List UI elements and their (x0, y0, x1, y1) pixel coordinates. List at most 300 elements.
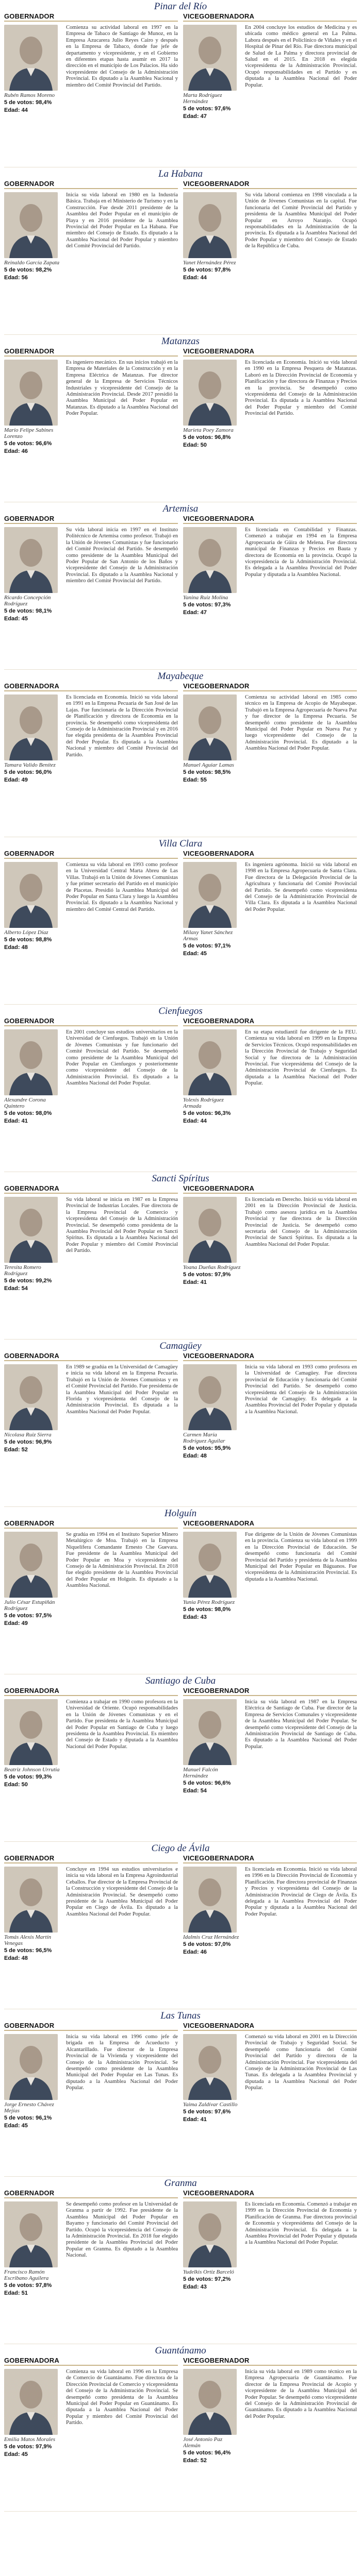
vicegovernor-name: Yoana Dueñas Rodríguez (183, 1264, 241, 1270)
vicegovernor-bio: Es licenciada en Economía. Inició su vida laboral en 1990 en la Empresa Pesquera de Matanzas. Laboró en la Dirección Provincial de Economía y Planificación y fue directora de Finanzas y Precios en la provincia. Se desempeñó como vicepresidenta del Consejo de la Administración Provincial. Es diputada a la Asamblea Nacional del Poder Popular y miembro del Comité Provincial del Partido. (245, 360, 357, 417)
vicegovernor-bio: Es licenciada en Economía. Comenzó a trabajar en 1999 en la Dirección Provincial de Economía y Planificación de Granma. Fue directora provincial de Economía y vicepresidenta del Consejo de la Administración Provincial. Es delegada a la Asamblea Provincial del Poder Popular y diputada a la Asamblea Nacional del Poder Popular. (245, 2201, 357, 2246)
vicegovernor-photo (183, 1867, 237, 1933)
province-body (4, 1519, 357, 1673)
vicegovernor-age: Edad: 52 (183, 2458, 207, 2464)
vicegovernor-vote-percent: 5 de votos: 96,8% (183, 434, 231, 440)
governor-age: Edad: 48 (4, 944, 28, 951)
governor-content (4, 25, 178, 166)
governor-content (4, 2369, 178, 2511)
vicegovernor-content (183, 1532, 357, 1673)
governor-bio: Inicia su vida laboral en 1996 como jefe de brigada en la Empresa de Acueducto y Alcantarillado. Fue director de la Empresa Provincial de la Vivienda y vicepresidente del Consejo de la Administración Provincial. Se desempeñó como presidente de la Asamblea Municipal del Poder Popular en Las Tunas. Es diputado a la Asamblea Nacional del Poder Popular. (66, 2034, 178, 2091)
governor-role-label: GOBERNADOR (4, 1519, 178, 1529)
governor-content (4, 1029, 178, 1171)
vicegovernor-column (183, 515, 357, 669)
province-body (4, 1017, 357, 1171)
vicegovernor-role-label: VICEGOBERNADORA (183, 2022, 357, 2031)
vicegovernor-name: Manuel Aguiar Lamas (183, 762, 234, 768)
vicegovernor-age: Edad: 44 (183, 1118, 207, 1124)
governor-column (4, 2357, 178, 2511)
vicegovernor-bio: Inicia su vida laboral en 1987 en la Empresa Eléctrica de Santiago de Cuba. Fue director de la Empresa de Servicios Comunales y vicepresidente de la Asamblea Municipal del Poder Popular. Se desempeñó como vicepresidente del Consejo de la Administración Provincial de Santiago de Cuba. Es diputado a la Asamblea Nacional del Poder Popular. (245, 1699, 357, 1750)
vicegovernor-photo (183, 1029, 237, 1095)
province-body (4, 1687, 357, 1841)
governor-vote-percent: 5 de votos: 98,4% (4, 99, 52, 106)
governor-age: Edad: 46 (4, 448, 28, 454)
province-body (4, 850, 357, 1004)
province-section (4, 502, 357, 670)
portrait-silhouette-icon (183, 862, 237, 928)
governor-role-label: GOBERNADOR (4, 1017, 178, 1026)
governor-vote-percent: 5 de votos: 96,5% (4, 1947, 52, 1954)
vicegovernor-vote-percent: 5 de votos: 96,4% (183, 2450, 231, 2456)
governor-column (4, 2022, 178, 2176)
governor-photo (4, 2369, 58, 2435)
vicegovernor-photo (183, 2201, 237, 2267)
portrait-silhouette-icon (183, 1364, 237, 1430)
vicegovernor-photo (183, 2034, 237, 2100)
governor-role-label: GOBERNADORA (4, 2357, 178, 2366)
vicegovernor-photo (183, 1699, 237, 1765)
vicegovernor-bio: En su etapa estudiantil fue dirigente de la FEU. Comienza su vida laboral en 1999 en la Empresa de Servicios Técnicos. Ocupó responsabilidades en la Dirección Provincial de Trabajo y Seguridad Social y fue directora de la Administración Provincial. Fue vicepresidenta del Consejo de la Administración Provincial de Cienfuegos. Es diputada a la Asamblea Nacional del Poder Popular. (245, 1029, 357, 1087)
vicegovernor-content (183, 1197, 357, 1338)
province-section (4, 1674, 357, 1842)
portrait-silhouette-icon (183, 192, 237, 258)
vicegovernor-profile (183, 1197, 241, 1338)
vicegovernor-content (183, 2201, 357, 2343)
governor-photo (4, 360, 58, 426)
vicegovernor-content (183, 862, 357, 1004)
governor-profile (4, 1197, 62, 1338)
governor-age: Edad: 56 (4, 275, 28, 281)
governor-name: Alberto López Díaz (4, 929, 48, 936)
vicegovernor-bio: Es licenciada en Economía. Inició su vida laboral en 1996 en la Dirección Provincial de Economía y Planificación. Fue directora provincial de Finanzas y Precios y vicepresidenta del Consejo de la Administración Provincial de Ciego de Ávila. Es delegada a la Asamblea Provincial del Poder Popular y diputada a la Asamblea Nacional del Poder Popular. (245, 1867, 357, 1917)
vicegovernor-content (183, 1699, 357, 1841)
vicegovernor-profile (183, 192, 241, 334)
governor-content (4, 1867, 178, 2008)
governor-vote-percent: 5 de votos: 96,6% (4, 440, 52, 447)
portrait-silhouette-icon (4, 2201, 58, 2267)
province-body (4, 1352, 357, 1506)
vicegovernor-content (183, 527, 357, 669)
vicegovernor-name: Carmen María Rodríguez Aguilar (183, 1432, 225, 1444)
portrait-silhouette-icon (4, 360, 58, 426)
province-body (4, 2022, 357, 2176)
governor-vote-percent: 5 de votos: 97,8% (4, 2282, 52, 2289)
vicegovernor-content (183, 25, 357, 166)
vicegovernor-photo (183, 360, 237, 426)
governor-name: Alexandre Corona Quintero (4, 1097, 46, 1109)
governor-age: Edad: 49 (4, 777, 28, 783)
province-section (4, 0, 357, 167)
governor-role-label: GOBERNADOR (4, 180, 178, 189)
province-section (4, 1005, 357, 1172)
vicegovernor-role-label: VICEGOBERNADORA (183, 2189, 357, 2198)
governor-name: Jorge Ernesto Chávez Mejías (4, 2102, 54, 2114)
portrait-silhouette-icon (4, 527, 58, 593)
vicegovernor-column (183, 1017, 357, 1171)
governor-role-label: GOBERNADOR (4, 347, 178, 357)
vicegovernor-role-label: VICEGOBERNADOR (183, 1687, 357, 1696)
vicegovernor-role-label: VICEGOBERNADOR (183, 682, 357, 691)
vicegovernor-photo (183, 25, 237, 91)
governor-bio: Comienza su vida laboral en 1993 como profesor en la Universidad Central Marta Abreu de Las Villas. Trabajó en la Unión de Jóvenes Comunistas y fue primer secretario del Partido en el municipio de Placetas. Presidió la Asamblea Municipal del Poder Popular en Santa Clara y luego la Asamblea Provincial. Es diputado a la Asamblea Nacional y miembro del Comité Central del Partido. (66, 862, 178, 912)
governor-name: Beatriz Johnson Urrutia (4, 1767, 60, 1773)
governor-vote-percent: 5 de votos: 98,8% (4, 937, 52, 943)
vicegovernor-name: Marta Rodríguez Hernández (183, 92, 222, 105)
governor-bio: Se desempeñó como profesor en la Universidad de Granma a partir de 1992. Fue presidente de la Asamblea Municipal del Poder Popular en Bayamo y funcionario del Comité Provincial del Partido. Ocupó la vicepresidencia del Consejo de la Administración Provincial. En 2018 fue elegido presidente de la Asamblea Provincial del Poder Popular en Granma. Es diputado a la Asamblea Nacional. (66, 2201, 178, 2259)
vicegovernor-age: Edad: 48 (183, 1453, 207, 1459)
governor-content (4, 1532, 178, 1673)
province-section (4, 2009, 357, 2177)
portrait-silhouette-icon (4, 2369, 58, 2435)
governor-name: Mario Felipe Sabines Lorenzo (4, 427, 54, 439)
province-title: Artemisa (162, 503, 199, 514)
vicegovernor-age: Edad: 41 (183, 1279, 207, 1285)
vicegovernor-column (183, 1854, 357, 2008)
portrait-silhouette-icon (4, 1364, 58, 1430)
governor-name: Tomás Alexis Martín Venegas (4, 1934, 52, 1946)
governor-content (4, 527, 178, 669)
province-title: Guantánamo (155, 2345, 206, 2356)
governor-bio: En 1989 se gradúa en la Universidad de Camagüey e inicia su vida laboral en la Empresa Pecuaria. Trabajó en la Unión de Jóvenes Comunistas y en el Comité Provincial del Partido. Fue presidenta de la Asamblea Municipal del Poder Popular en Florida y vicepresidenta del Consejo de la Administración Provincial. Es diputada a la Asamblea Nacional del Poder Popular. (66, 1364, 178, 1415)
vicegovernor-column (183, 1352, 357, 1506)
governor-role-label: GOBERNADOR (4, 850, 178, 859)
portrait-silhouette-icon (183, 360, 237, 426)
province-title: Holguín (164, 1508, 197, 1519)
governor-content (4, 1197, 178, 1338)
governor-column (4, 1687, 178, 1841)
governor-role-label: GOBERNADORA (4, 682, 178, 691)
governor-age: Edad: 51 (4, 2290, 28, 2296)
vicegovernor-age: Edad: 43 (183, 1614, 207, 1620)
vicegovernor-content (183, 2034, 357, 2176)
vicegovernor-bio: En 2004 concluye los estudios de Medicina y es ubicada como médico general en La Palma. Labora después en el Policlínico de Viñales y en el Hospital de Pinar del Río. Fue directora municipal de Salud de La Palma y directora provincial de Salud en el 2015. En 2018 es elegida vicepresidenta de la Administración Provincial. Ocupó responsabilidades en el Partido y es diputada a la Asamblea Nacional del Poder Popular. (245, 25, 357, 88)
governor-role-label: GOBERNADORA (4, 1687, 178, 1696)
province-section (4, 837, 357, 1005)
governor-profile (4, 360, 62, 501)
governor-bio: Comienza a trabajar en 1990 como profesora en la Universidad de Oriente. Ocupó responsabilidades en la Unión de Jóvenes Comunistas y en el Partido. Fue presidenta de la Asamblea Municipal del Poder Popular en Santiago de Cuba y luego presidenta de la Asamblea Provincial. Es miembro del Consejo de Estado y diputada a la Asamblea Nacional del Poder Popular. (66, 1699, 178, 1750)
governor-photo (4, 527, 58, 593)
governor-profile (4, 527, 62, 669)
portrait-silhouette-icon (4, 192, 58, 258)
governor-content (4, 192, 178, 334)
vicegovernor-vote-percent: 5 de votos: 97,2% (183, 2276, 231, 2282)
governor-profile (4, 25, 62, 166)
vicegovernor-content (183, 360, 357, 501)
governor-bio: Inicia su vida laboral en 1980 en la Industria Básica. Trabaja en el Ministerio de Turismo y en la Construcción. Fue desde 2011 presidente de la Asamblea del Poder Popular en el municipio de Playa y en 2016 presidente de la Asamblea Provincial del Poder Popular en La Habana. Fue miembro del Consejo de Estado. Es diputado a la Asamblea Nacional del Poder Popular y miembro del Comité Provincial del Partido. (66, 192, 178, 249)
vicegovernor-bio: Su vida laboral comienza en 1998 vinculada a la Unión de Jóvenes Comunistas en la capital. Fue funcionaria del Comité Provincial del Partido y presidenta de la Asamblea Municipal del Poder Popular en Arroyo Naranjo. Ocupó responsabilidades en la Administración de la provincia. Es diputada a la Asamblea Nacional del Poder Popular y miembro del Consejo de Estado de la República de Cuba. (245, 192, 357, 249)
vicegovernor-profile (183, 1532, 241, 1673)
vicegovernor-vote-percent: 5 de votos: 97,0% (183, 1941, 231, 1947)
governor-content (4, 360, 178, 501)
governor-profile (4, 1699, 62, 1841)
governor-vote-percent: 5 de votos: 96,9% (4, 1439, 52, 1445)
governor-role-label: GOBERNADORA (4, 1184, 178, 1194)
vicegovernor-profile (183, 360, 241, 501)
governor-content (4, 694, 178, 836)
vicegovernor-profile (183, 1364, 241, 1506)
governor-column (4, 2189, 178, 2343)
vicegovernor-vote-percent: 5 de votos: 97,6% (183, 106, 231, 112)
vicegovernor-profile (183, 862, 241, 1004)
governor-content (4, 1699, 178, 1841)
province-body (4, 1854, 357, 2008)
governor-age: Edad: 41 (4, 1118, 28, 1124)
vicegovernor-age: Edad: 45 (183, 951, 207, 957)
vicegovernor-vote-percent: 5 de votos: 95,9% (183, 1445, 231, 1451)
vicegovernor-role-label: VICEGOBERNADOR (183, 2357, 357, 2366)
vicegovernor-vote-percent: 5 de votos: 98,5% (183, 769, 231, 775)
vicegovernor-bio: Es ingeniera agrónoma. Inició su vida laboral en 1998 en la Empresa Agropecuaria de Santa Clara. Fue directora de la Delegación Provincial de la Agricultura y funcionaria del Comité Provincial del Partido. Se desempeñó como vicepresidenta del Consejo de la Administración Provincial de Villa Clara. Es diputada a la Asamblea Nacional del Poder Popular. (245, 862, 357, 912)
vicegovernor-photo (183, 527, 237, 593)
governor-vote-percent: 5 de votos: 98,0% (4, 1110, 52, 1116)
vicegovernor-vote-percent: 5 de votos: 97,3% (183, 602, 231, 608)
portrait-silhouette-icon (183, 694, 237, 760)
vicegovernor-name: Idalmis Cruz Hernández (183, 1934, 239, 1940)
portrait-silhouette-icon (183, 1197, 237, 1263)
governor-photo (4, 1197, 58, 1263)
governor-profile (4, 694, 62, 836)
portrait-silhouette-icon (183, 2369, 237, 2435)
vicegovernor-photo (183, 1197, 237, 1263)
vicegovernor-profile (183, 1029, 241, 1171)
governor-photo (4, 1532, 58, 1598)
province-title: Pinar del Río (154, 1, 207, 12)
governor-age: Edad: 45 (4, 616, 28, 622)
governor-vote-percent: 5 de votos: 96,0% (4, 769, 52, 775)
vicegovernor-vote-percent: 5 de votos: 97,1% (183, 943, 231, 949)
province-section (4, 1507, 357, 1674)
vicegovernor-bio: Comenzó su vida laboral en 2001 en la Dirección Provincial de Trabajo y Seguridad Social. Se desempeñó como funcionaria del Comité Provincial del Partido y directora de la Administración Provincial. Fue vicepresidenta del Consejo de la Administración Provincial de Las Tunas. Es delegada a la Asamblea Provincial y diputada a la Asamblea Nacional del Poder Popular. (245, 2034, 357, 2091)
governor-name: Ricardo Concepción Rodríguez (4, 595, 51, 607)
vicegovernor-age: Edad: 41 (183, 2116, 207, 2123)
governor-role-label: GOBERNADOR (4, 515, 178, 524)
vicegovernor-column (183, 180, 357, 334)
governor-role-label: GOBERNADOR (4, 1854, 178, 1863)
province-body (4, 347, 357, 501)
vicegovernor-content (183, 1867, 357, 2008)
province-title: Cienfuegos (158, 1006, 203, 1016)
vicegovernor-profile (183, 2369, 241, 2511)
vicegovernor-vote-percent: 5 de votos: 96,6% (183, 1780, 231, 1786)
governor-age: Edad: 49 (4, 1620, 28, 1626)
portrait-silhouette-icon (4, 1197, 58, 1263)
governor-column (4, 347, 178, 501)
vicegovernor-content (183, 1364, 357, 1506)
governor-role-label: GOBERNADOR (4, 2022, 178, 2031)
vicegovernor-profile (183, 1867, 241, 2008)
province-title: Granma (164, 2178, 197, 2189)
vicegovernor-photo (183, 1364, 237, 1430)
vicegovernor-age: Edad: 54 (183, 1788, 207, 1794)
vicegovernor-name: Manuel Falcón Hernández (183, 1767, 218, 1779)
vicegovernor-age: Edad: 47 (183, 609, 207, 616)
province-title: Las Tunas (160, 2010, 201, 2021)
province-title: Villa Clara (158, 838, 203, 849)
province-title: La Habana (158, 168, 203, 179)
governor-bio: Su vida laboral inicia en 1997 en el Instituto Politécnico de Artemisa como profesor. Trabajó en la Unión de Jóvenes Comunistas y fue funcionario del Comité Provincial del Partido. Se desempeñó como presidente de la Asamblea Municipal del Poder Popular de San Antonio de los Baños y vicepresidente del Consejo de la Administración Provincial. Es diputado a la Asamblea Nacional y miembro del Comité Provincial del Partido. (66, 527, 178, 584)
governor-name: Emilia Matos Morales (4, 2436, 55, 2443)
governor-profile (4, 2034, 62, 2176)
vicegovernor-vote-percent: 5 de votos: 96,3% (183, 1110, 231, 1116)
vicegovernor-name: Yanet Hernández Pérez (183, 260, 236, 266)
vicegovernor-column (183, 12, 357, 166)
portrait-silhouette-icon (183, 1532, 237, 1598)
province-title: Sancti Spíritus (152, 1173, 209, 1184)
vicegovernor-bio: Es licenciada en Contabilidad y Finanzas. Comenzó a trabajar en 1994 en la Empresa Agropecuaria de Güira de Melena. Fue directora municipal de Finanzas y Precios en Bauta y directora de Economía en la provincia. Ocupó la vicepresidencia de la Administración Provincial. Es delegada a la Asamblea Provincial del Poder Popular y diputada a la Asamblea Nacional. (245, 527, 357, 578)
governor-column (4, 1854, 178, 2008)
governor-profile (4, 1364, 62, 1506)
vicegovernor-role-label: VICEGOBERNADOR (183, 180, 357, 189)
portrait-silhouette-icon (4, 862, 58, 928)
portrait-silhouette-icon (4, 1699, 58, 1765)
vicegovernor-name: Yunia Pérez Rodríguez (183, 1599, 235, 1605)
portrait-silhouette-icon (183, 2201, 237, 2267)
vicegovernor-profile (183, 1699, 241, 1841)
vicegovernor-vote-percent: 5 de votos: 97,8% (183, 267, 231, 273)
portrait-silhouette-icon (183, 25, 237, 91)
vicegovernor-role-label: VICEGOBERNADORA (183, 1184, 357, 1194)
governor-age: Edad: 52 (4, 1447, 28, 1453)
vicegovernor-name: Yaima Zaldívar Castillo (183, 2102, 238, 2108)
vicegovernor-photo (183, 192, 237, 258)
province-section (4, 167, 357, 335)
province-title: Santiago de Cuba (145, 1675, 216, 1686)
governor-bio: Comienza su vida laboral en 1996 en la Empresa de Comercio de Guantánamo. Fue directora de la Dirección Provincial de Comercio y vicepresidenta del Consejo de la Administración Provincial. Se desempeñó como presidenta de la Asamblea Municipal del Poder Popular en Guantánamo. Es diputada a la Asamblea Nacional del Poder Popular y miembro del Comité Provincial del Partido. (66, 2369, 178, 2426)
vicegovernor-vote-percent: 5 de votos: 97,9% (183, 1272, 231, 1278)
province-title: Mayabeque (157, 671, 204, 682)
vicegovernor-content (183, 2369, 357, 2511)
vicegovernor-photo (183, 1532, 237, 1598)
province-title: Matanzas (161, 336, 200, 347)
portrait-silhouette-icon (4, 1867, 58, 1933)
governor-name: Reinaldo García Zapata (4, 260, 60, 266)
vicegovernor-name: Marieta Poey Zamora (183, 427, 234, 433)
governor-name: Julio César Estupiñán Rodríguez (4, 1599, 55, 1612)
governor-bio: En 2001 concluye sus estudios universitarios en la Universidad de Cienfuegos. Trabajó en la Unión de Jóvenes Comunistas y fue funcionario del Comité Provincial del Partido. Se desempeñó como presidente de la Asamblea Municipal del Poder Popular en Cienfuegos y posteriormente como vicepresidente del Consejo de la Administración Provincial. Es diputado a la Asamblea Nacional del Poder Popular. (66, 1029, 178, 1087)
portrait-silhouette-icon (183, 1699, 237, 1765)
governor-photo (4, 1867, 58, 1933)
governor-content (4, 1364, 178, 1506)
governor-photo (4, 25, 58, 91)
vicegovernor-name: José Antonio Paz Alemán (183, 2436, 223, 2449)
governor-role-label: GOBERNADORA (4, 1352, 178, 1361)
governor-photo (4, 2034, 58, 2100)
vicegovernor-profile (183, 694, 241, 836)
governor-bio: Concluye en 1994 sus estudios universitarios e inicia su vida laboral en la Empresa Agroindustrial Ceballos. Fue director de la Empresa Provincial de la Construcción y vicepresidente del Consejo de la Administración Provincial. Se desempeñó como presidente de la Asamblea Municipal del Poder Popular en Ciego de Ávila. Es diputado a la Asamblea Nacional del Poder Popular. (66, 1867, 178, 1917)
vicegovernor-bio: Fue dirigente de la Unión de Jóvenes Comunistas en la provincia. Comienza su vida laboral en 1999 en la Dirección Provincial de Educación. Se desempeñó como funcionaria del Comité Provincial del Partido y presidenta de la Asamblea Municipal del Poder Popular en Báguanos. Fue vicepresidenta de la Administración Provincial. Es diputada a la Asamblea Nacional. (245, 1532, 357, 1582)
governor-profile (4, 862, 62, 1004)
province-body (4, 515, 357, 669)
governor-column (4, 682, 178, 836)
governor-name: Rubén Ramos Moreno (4, 92, 55, 98)
vicegovernor-column (183, 2189, 357, 2343)
vicegovernor-profile (183, 2034, 241, 2176)
vicegovernor-role-label: VICEGOBERNADORA (183, 1352, 357, 1361)
vicegovernor-role-label: VICEGOBERNADORA (183, 850, 357, 859)
governor-role-label: GOBERNADOR (4, 12, 178, 22)
governor-column (4, 1352, 178, 1506)
governor-photo (4, 1364, 58, 1430)
vicegovernor-column (183, 2357, 357, 2511)
vicegovernor-role-label: VICEGOBERNADORA (183, 12, 357, 22)
vicegovernor-vote-percent: 5 de votos: 97,6% (183, 2109, 231, 2115)
province-section (4, 2177, 357, 2344)
governor-content (4, 862, 178, 1004)
vicegovernor-role-label: VICEGOBERNADORA (183, 1519, 357, 1529)
governor-age: Edad: 54 (4, 1285, 28, 1292)
governor-bio: Comienza su actividad laboral en 1997 en la Empresa de Tabaco de Santiago de Munoz, en la Empresa Azucarera Julio Reyes Cairo y después en la Empresa de Tabaco, donde fue jefe de departamento y vicepresidente, y en el Gobierno en diferentes etapas hasta asumir en 2017 la dirección en el municipio de Los Palacios. Ha sido vicepresidente del Consejo de la Administración Provincial. Es diputado a la Asamblea Nacional y miembro del Comité Provincial del Partido. (66, 25, 178, 88)
province-section (4, 670, 357, 837)
vicegovernor-age: Edad: 55 (183, 777, 207, 783)
governor-photo (4, 862, 58, 928)
vicegovernor-bio: Es licenciada en Derecho. Inició su vida laboral en 2001 en la Dirección Provincial de Justicia. Trabajó como asesora jurídica en la Asamblea Provincial y fue directora de la Dirección Provincial de Justicia. Se desempeñó como secretaria del Consejo de la Administración Provincial de Sancti Spíritus. Es diputada a la Asamblea Nacional del Poder Popular. (245, 1197, 357, 1247)
province-section (4, 1842, 357, 2009)
vicegovernor-column (183, 1687, 357, 1841)
governor-vote-percent: 5 de votos: 97,5% (4, 1613, 52, 1619)
portrait-silhouette-icon (4, 1029, 58, 1095)
vicegovernor-photo (183, 862, 237, 928)
province-body (4, 2189, 357, 2343)
governor-profile (4, 1532, 62, 1673)
portrait-silhouette-icon (183, 1029, 237, 1095)
portrait-silhouette-icon (4, 694, 58, 760)
governor-column (4, 1017, 178, 1171)
vicegovernor-photo (183, 2369, 237, 2435)
vicegovernor-column (183, 850, 357, 1004)
governor-bio: Su vida laboral se inicia en 1987 en la Empresa Provincial de Industrias Locales. Fue directora de la Empresa Provincial de Comercio y vicepresidenta del Consejo de la Administración Provincial. Se desempeñó como presidenta de la Asamblea Provincial del Poder Popular en Sancti Spíritus. Es diputada a la Asamblea Nacional del Poder Popular y miembro del Comité Provincial del Partido. (66, 1197, 178, 1254)
vicegovernor-content (183, 1029, 357, 1171)
governor-age: Edad: 45 (4, 2451, 28, 2458)
vicegovernor-profile (183, 527, 241, 669)
governor-vote-percent: 5 de votos: 97,9% (4, 2444, 52, 2450)
governor-profile (4, 192, 62, 334)
governor-name: Nicolasa Ruiz Sierra (4, 1432, 52, 1438)
governor-photo (4, 192, 58, 258)
vicegovernor-bio: Comienza su actividad laboral en 1985 como técnico en la Empresa de Acopio de Mayabeque. Trabajó en la Empresa Agropecuaria de Nueva Paz y fue director de la Empresa Pecuaria. Se desempeñó como presidente de la Asamblea Municipal del Poder Popular en Nueva Paz y luego vicepresidente del Consejo de la Administración Provincial. Es diputado a la Asamblea Nacional del Poder Popular. (245, 694, 357, 752)
governor-photo (4, 1699, 58, 1765)
governor-column (4, 1519, 178, 1673)
governor-name: Tamara Valido Benítez (4, 762, 56, 768)
vicegovernor-column (183, 1519, 357, 1673)
vicegovernor-name: Yudelkis Ortiz Barceló (183, 2269, 234, 2275)
province-section (4, 335, 357, 502)
portrait-silhouette-icon (4, 1532, 58, 1598)
province-body (4, 12, 357, 166)
vicegovernor-role-label: VICEGOBERNADORA (183, 347, 357, 357)
vicegovernor-profile (183, 2201, 241, 2343)
province-body (4, 180, 357, 334)
governor-age: Edad: 48 (4, 1955, 28, 1961)
province-title: Ciego de Ávila (151, 1843, 210, 1854)
governor-photo (4, 1029, 58, 1095)
governor-photo (4, 2201, 58, 2267)
vicegovernor-role-label: VICEGOBERNADORA (183, 515, 357, 524)
vicegovernor-column (183, 2022, 357, 2176)
vicegovernor-age: Edad: 46 (183, 1949, 207, 1955)
governor-age: Edad: 50 (4, 1782, 28, 1788)
governor-vote-percent: 5 de votos: 98,1% (4, 608, 52, 614)
vicegovernor-age: Edad: 43 (183, 2284, 207, 2290)
governor-content (4, 2201, 178, 2343)
vicegovernor-column (183, 1184, 357, 1338)
vicegovernor-column (183, 347, 357, 501)
governor-vote-percent: 5 de votos: 98,2% (4, 267, 52, 273)
governor-age: Edad: 44 (4, 107, 28, 113)
governor-column (4, 180, 178, 334)
vicegovernor-role-label: VICEGOBERNADORA (183, 1854, 357, 1863)
governor-column (4, 850, 178, 1004)
province-section (4, 2344, 357, 2512)
